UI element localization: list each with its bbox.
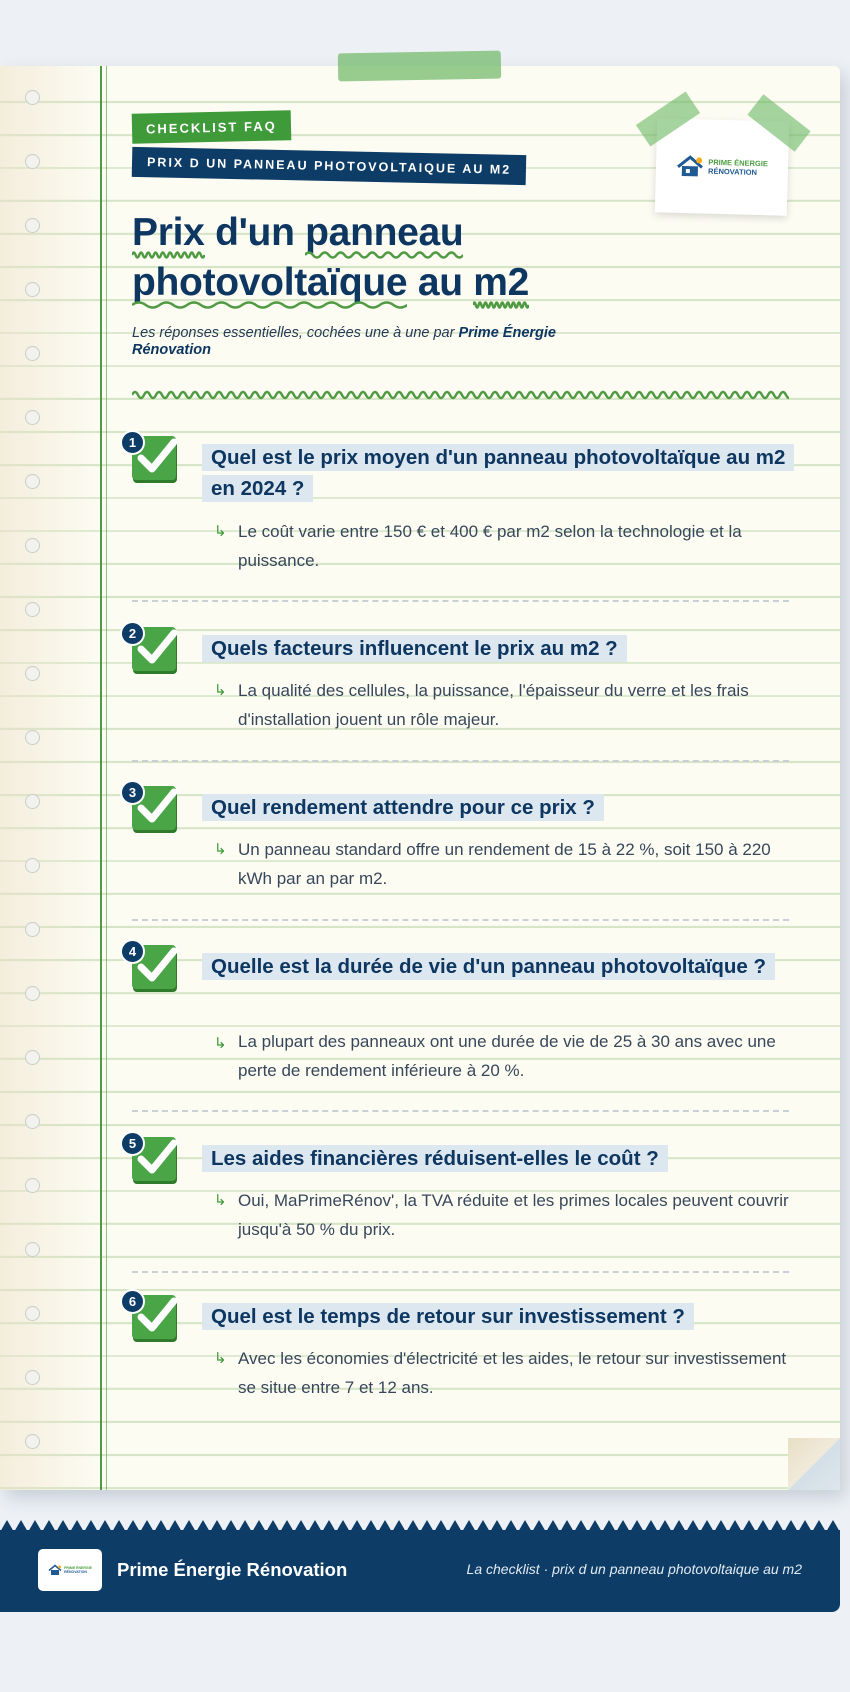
topic-tag: PRIX D UN PANNEAU PHOTOVOLTAIQUE AU M2 bbox=[132, 147, 527, 185]
faq-number: 3 bbox=[120, 780, 145, 805]
title-word-underlined: panneau bbox=[305, 208, 463, 258]
faq-number: 5 bbox=[120, 1131, 145, 1156]
house-logo-icon bbox=[676, 154, 705, 179]
faq-separator bbox=[132, 760, 789, 762]
binder-hole bbox=[25, 410, 40, 425]
footer bbox=[0, 1530, 840, 1612]
title-word-underlined: m2 bbox=[473, 258, 529, 308]
faq-question: Quels facteurs influencent le prix au m2 ? bbox=[202, 633, 797, 664]
footer-logo-wordmark: PRIME ÉNERGIE RÉNOVATION bbox=[64, 1566, 92, 1574]
binder-hole bbox=[25, 602, 40, 617]
binder-hole bbox=[25, 666, 40, 681]
checklist-tag: CHECKLIST FAQ bbox=[132, 110, 291, 144]
faq-answer: La qualité des cellules, la puissance, l'épaisseur du verre et les frais d'installation jouent un rôle majeur. bbox=[238, 681, 749, 729]
faq-question: Quel rendement attendre pour ce prix ? bbox=[202, 792, 797, 823]
binder-hole bbox=[25, 154, 40, 169]
page-fold-corner bbox=[788, 1438, 840, 1490]
binder-hole bbox=[25, 730, 40, 745]
faq-separator bbox=[132, 1110, 789, 1112]
faq-answer: Avec les économies d'électricité et les aides, le retour sur investissement se situe entre 7 et 12 ans. bbox=[238, 1349, 787, 1397]
faq-separator bbox=[132, 919, 789, 921]
paper-shade bbox=[0, 66, 100, 1490]
logo-wordmark: PRIME ÉNERGIE RÉNOVATION bbox=[707, 157, 769, 177]
footer-logo bbox=[38, 1549, 102, 1591]
faq-number: 2 bbox=[120, 621, 145, 646]
answer-arrow-icon: ↳ bbox=[214, 1192, 227, 1209]
subtitle-brand: Prime Énergie Rénovation bbox=[132, 325, 556, 358]
logo-card bbox=[655, 118, 789, 215]
binder-hole bbox=[25, 1242, 40, 1257]
page-title bbox=[132, 208, 692, 308]
binder-hole bbox=[25, 218, 40, 233]
faq-question: Quel est le prix moyen d'un panneau photovoltaïque au m2 en 2024 ? bbox=[202, 442, 797, 504]
binder-hole bbox=[25, 1306, 40, 1321]
answer-arrow-icon: ↳ bbox=[214, 523, 227, 540]
binder-hole bbox=[25, 474, 40, 489]
faq-number: 4 bbox=[120, 939, 145, 964]
answer-arrow-icon: ↳ bbox=[214, 1350, 227, 1367]
faq-number: 6 bbox=[120, 1289, 145, 1314]
tape-strip bbox=[338, 51, 501, 82]
title-word: d'un bbox=[215, 211, 295, 254]
binder-hole bbox=[25, 346, 40, 361]
faq-answer: Oui, MaPrimeRénov', la TVA réduite et les primes locales peuvent couvrir jusqu'à 50 % du prix. bbox=[238, 1191, 789, 1239]
footer-brand-name: Prime Énergie Rénovation bbox=[117, 1559, 348, 1580]
faq-question: Les aides financières réduisent-elles le coût ? bbox=[202, 1143, 797, 1174]
answer-arrow-icon: ↳ bbox=[214, 1035, 227, 1052]
binder-hole bbox=[25, 986, 40, 1001]
binder-hole bbox=[25, 1370, 40, 1385]
faq-question: Quelle est la durée de vie d'un panneau photovoltaïque ? bbox=[202, 951, 797, 982]
binder-hole bbox=[25, 858, 40, 873]
binder-hole bbox=[25, 794, 40, 809]
title-word-underlined: Prix bbox=[132, 208, 205, 258]
binder-hole bbox=[25, 1050, 40, 1065]
binder-hole bbox=[25, 282, 40, 297]
title-word-underlined: photovoltaïque bbox=[132, 258, 407, 308]
faq-answer: Un panneau standard offre un rendement de 15 à 22 %, soit 150 à 220 kWh par an par m2. bbox=[238, 840, 771, 888]
page-subtitle: Les réponses essentielles, cochées une à une par Prime Énergie Rénovation bbox=[132, 325, 556, 358]
faq-separator bbox=[132, 600, 789, 602]
margin-line bbox=[100, 66, 102, 1490]
binder-hole bbox=[25, 1434, 40, 1449]
faq-separator bbox=[132, 1271, 789, 1273]
faq-answer: Le coût varie entre 150 € et 400 € par m2 selon la technologie et la puissance. bbox=[238, 522, 742, 570]
faq-number: 1 bbox=[120, 430, 145, 455]
binder-hole bbox=[25, 1178, 40, 1193]
squiggle-divider bbox=[132, 388, 789, 402]
answer-arrow-icon: ↳ bbox=[214, 841, 227, 858]
footer-tagline: La checklist · prix d un panneau photovoltaique au m2 bbox=[466, 1561, 802, 1577]
faq-answer: La plupart des panneaux ont une durée de vie de 25 à 30 ans avec une perte de rendement inférieure à 20 %. bbox=[238, 1032, 776, 1080]
binder-hole bbox=[25, 922, 40, 937]
answer-arrow-icon: ↳ bbox=[214, 682, 227, 699]
title-word: au bbox=[417, 261, 463, 304]
faq-question: Quel est le temps de retour sur investissement ? bbox=[202, 1301, 797, 1332]
margin-line-thin bbox=[106, 66, 107, 1490]
binder-hole bbox=[25, 538, 40, 553]
binder-hole bbox=[25, 1114, 40, 1129]
house-logo-icon bbox=[48, 1564, 62, 1576]
binder-hole bbox=[25, 90, 40, 105]
